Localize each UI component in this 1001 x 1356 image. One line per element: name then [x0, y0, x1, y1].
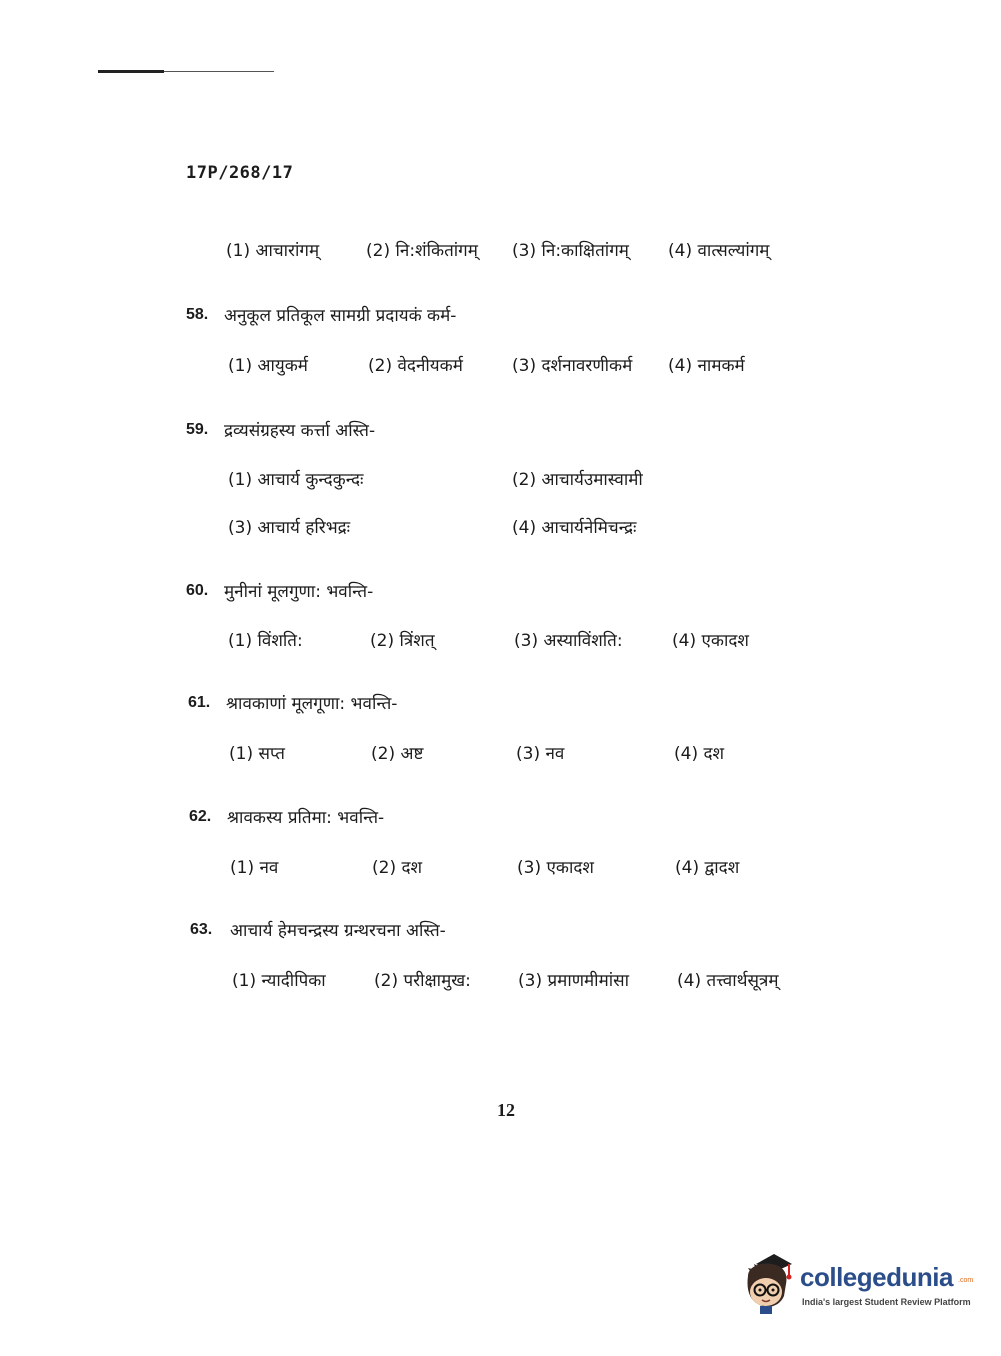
option: (3) नव: [516, 744, 565, 764]
question-text: मुनीनां मूलगुणा: भवन्ति-: [224, 582, 374, 602]
question-number: 62.: [189, 808, 212, 825]
option: (3) अस्याविंशति:: [514, 631, 623, 651]
collegedunia-logo: [742, 1250, 972, 1320]
question-number: 58.: [186, 306, 209, 323]
q57-option-3: (3) नि:काक्षितांगम्: [512, 241, 629, 261]
brand-name: collegedunia: [800, 1262, 953, 1292]
option: (4) द्वादश: [675, 858, 740, 878]
option: (2) अष्ट: [371, 744, 424, 764]
option: (2) दश: [372, 858, 423, 878]
page-number: 12: [497, 1100, 515, 1120]
question-number: 61.: [188, 694, 211, 711]
option: (3) दर्शनावरणीकर्म: [512, 356, 633, 376]
option: (1) आयुकर्म: [228, 356, 308, 376]
mascot-icon: [742, 1250, 800, 1316]
option: (2) त्रिंशत्: [370, 631, 435, 651]
option: (2) आचार्यउमास्वामी: [512, 470, 643, 490]
option: (1) न्यादीपिका: [232, 971, 326, 991]
option: (4) तत्त्वार्थसूत्रम्: [677, 971, 779, 991]
q57-option-2: (2) नि:शंकितांगम्: [366, 241, 478, 261]
q57-option-4: (4) वात्सल्यांगम्: [668, 241, 770, 261]
option: (1) विंशति:: [228, 631, 303, 651]
question-text: श्रावकस्य प्रतिमा: भवन्ति-: [227, 808, 385, 828]
top-rule: [98, 70, 274, 74]
q57-option-1: (1) आचारांगम्: [226, 241, 320, 261]
brand-tagline: India's largest Student Review Platform: [802, 1297, 971, 1307]
question-text: श्रावकाणां मूलगूणा: भवन्ति-: [226, 694, 398, 714]
question-text: आचार्य हेमचन्द्रस्य ग्रन्थरचना अस्ति-: [230, 921, 446, 941]
brand-domain: .com: [958, 1277, 974, 1284]
question-text: अनुकूल प्रतिकूल सामग्री प्रदायकं कर्म-: [224, 306, 457, 326]
option: (3) एकादश: [517, 858, 594, 878]
option: (4) एकादश: [672, 631, 749, 651]
option: (1) नव: [230, 858, 279, 878]
question-number: 59.: [186, 421, 209, 438]
option: (3) आचार्य हरिभद्रः: [228, 518, 351, 538]
option: (4) नामकर्म: [668, 356, 745, 376]
option: (1) आचार्य कुन्दकुन्दः: [228, 470, 364, 490]
option: (3) प्रमाणमीमांसा: [518, 971, 630, 991]
question-number: 60.: [186, 582, 209, 599]
option: (4) दश: [674, 744, 725, 764]
option: (2) परीक्षामुख:: [374, 971, 471, 991]
option: (1) सप्त: [229, 744, 285, 764]
paper-code: 17P/268/17: [186, 163, 294, 183]
question-text: द्रव्यसंग्रहस्य कर्त्ता अस्ति-: [224, 421, 376, 441]
option: (4) आचार्यनेमिचन्द्रः: [512, 518, 637, 538]
option: (2) वेदनीयकर्म: [368, 356, 463, 376]
question-number: 63.: [190, 921, 213, 938]
